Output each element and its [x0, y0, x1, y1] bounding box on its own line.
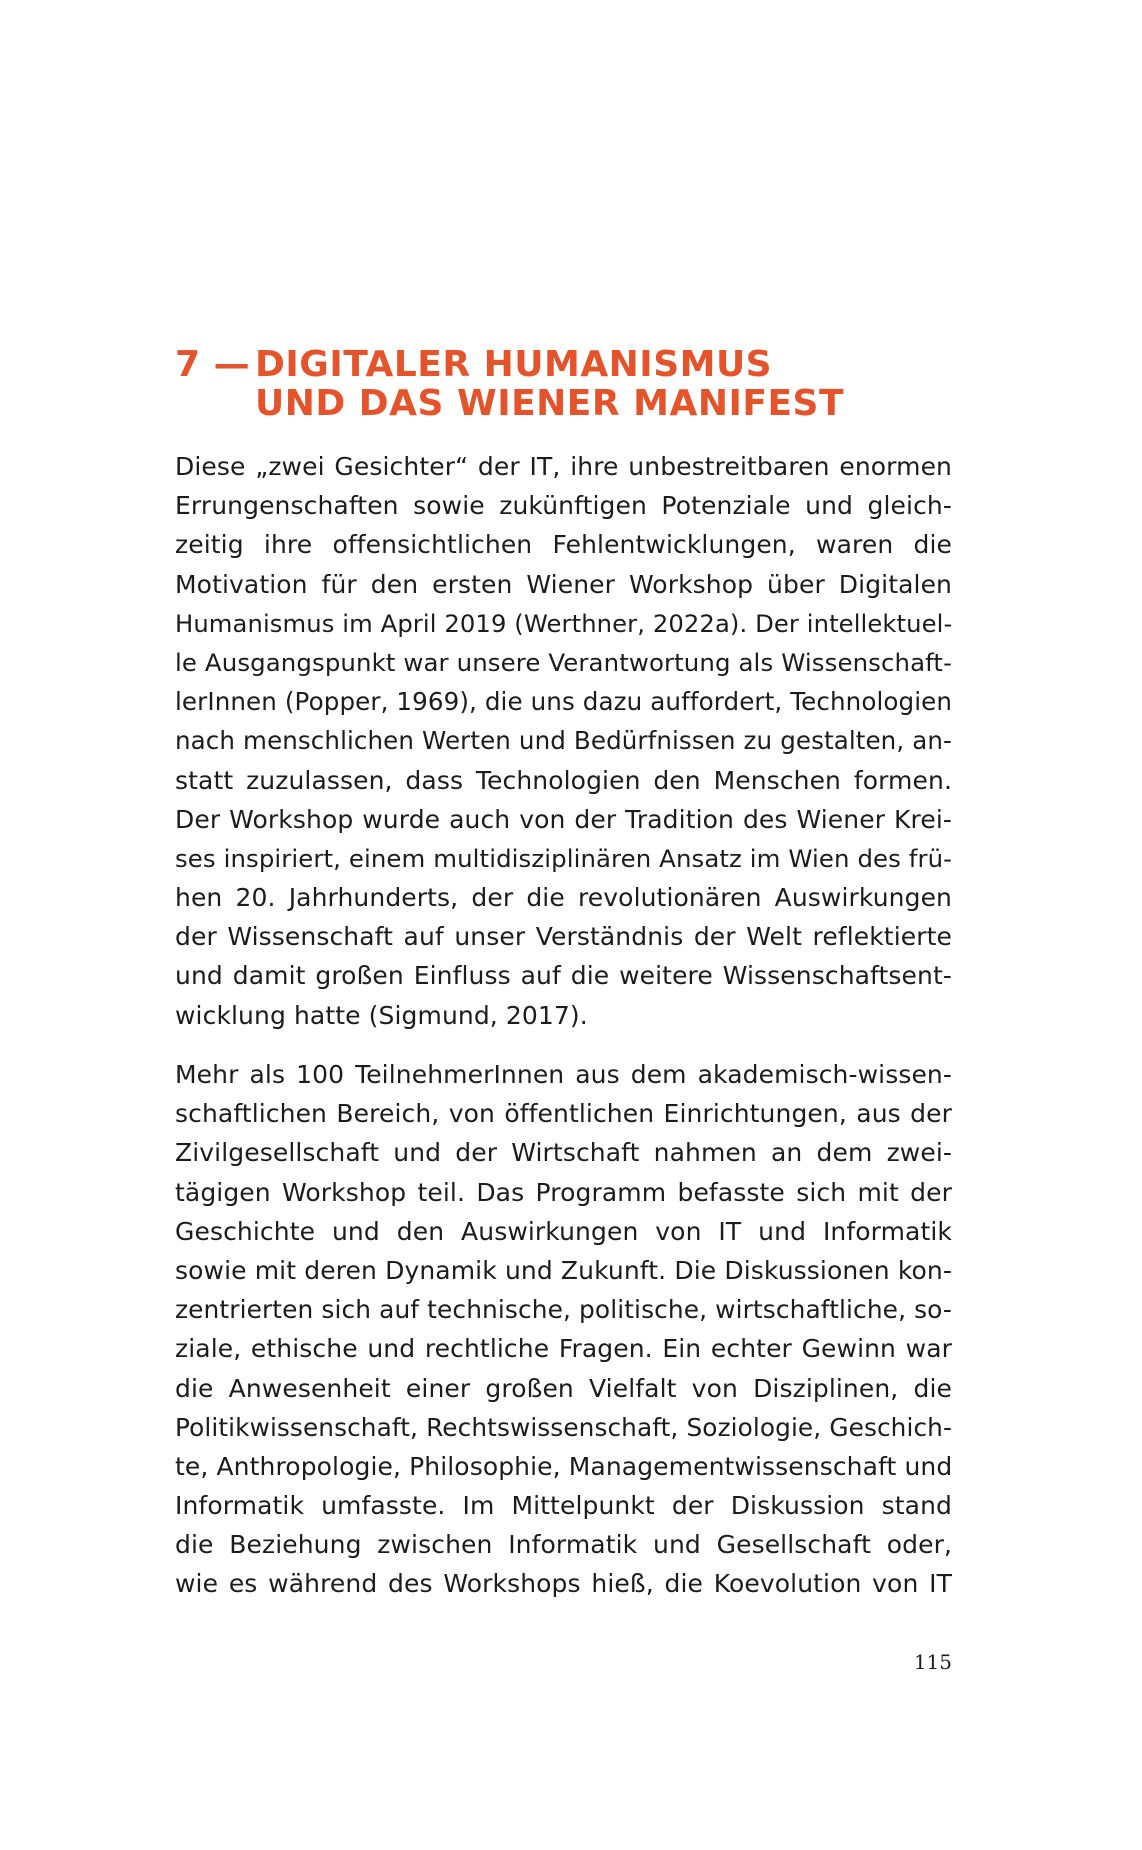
page-number: 115 [913, 1650, 952, 1674]
text-line: die Beziehung zwischen Informatik und Gesellschaft oder, [175, 1530, 952, 1560]
text-line: schaftlichen Bereich, von öffentlichen Einrichtungen, aus der [175, 1099, 952, 1129]
text-line: tägigen Workshop teil. Das Programm befasste sich mit der [175, 1177, 952, 1207]
text-line: Politikwissenschaft, Rechtswissenschaft, Soziologie, Geschich- [175, 1412, 952, 1442]
text-line: ses inspiriert, einem multidisziplinären Ansatz im Wien des frü- [175, 843, 953, 873]
text-line: te, Anthropologie, Philosophie, Managementwissenschaft und [175, 1451, 953, 1481]
text-line: die Anwesenheit einer großen Vielfalt von Disziplinen, die [175, 1373, 952, 1403]
text-line: nach menschlichen Werten und Bedürfnissen zu gestalten, an- [175, 726, 952, 756]
text-line: Mehr als 100 TeilnehmerInnen aus dem akademisch-wissen- [175, 1060, 952, 1089]
text-line: Zivilgesellschaft und der Wirtschaft nahmen an dem zwei- [175, 1138, 952, 1168]
text-line: Diese „zwei Gesichter“ der IT, ihre unbestreitbaren enormen [175, 452, 952, 481]
text-line: ziale, ethische und rechtliche Fragen. Ein echter Gewinn war [175, 1334, 952, 1364]
chapter-title-line-2: UND DAS WIENER MANIFEST [255, 383, 845, 424]
body-paragraph-1 [175, 447, 952, 1035]
text-line: zentrierten sich auf technische, politische, wirtschaftliche, so- [175, 1295, 952, 1325]
text-line: Geschichte und den Auswirkungen von IT und Informatik [175, 1216, 952, 1246]
text-line: Motivation für den ersten Wiener Workshop über Digitalen [175, 569, 952, 599]
chapter-heading [175, 345, 955, 423]
text-line: statt zuzulassen, dass Technologien den Menschen formen. [175, 765, 952, 795]
text-line: und damit großen Einfluss auf die weitere Wissenschaftsent- [175, 961, 952, 991]
text-line: Informatik umfasste. Im Mittelpunkt der Diskussion stand [175, 1491, 952, 1521]
chapter-number: 7 — [175, 344, 251, 385]
chapter-title-line-1: DIGITALER HUMANISMUS [255, 344, 773, 385]
text-line: le Ausgangspunkt war unsere Verantwortung als Wissenschaft- [175, 647, 952, 677]
text-line: der Wissenschaft auf unser Verständnis der Welt reflektierte [175, 922, 952, 952]
text-line: hen 20. Jahrhunderts, der die revolutionären Auswirkungen [175, 883, 952, 913]
text-line: Errungenschaften sowie zukünftigen Potenziale und gleich- [175, 491, 952, 521]
text-line: Humanismus im April 2019 (Werthner, 2022a). Der intellektuel- [175, 608, 953, 638]
text-line: Der Workshop wurde auch von der Tradition des Wiener Krei- [175, 804, 952, 834]
text-line: sowie mit deren Dynamik und Zukunft. Die Diskussionen kon- [175, 1255, 952, 1285]
text-line: wie es während des Workshops hieß, die Koevolution von IT [175, 1569, 952, 1599]
text-line: wicklung hatte (Sigmund, 2017). [175, 1000, 588, 1030]
text-line: zeitig ihre offensichtlichen Fehlentwicklungen, waren die [175, 530, 952, 560]
body-paragraph-2 [175, 1055, 952, 1604]
text-line: lerInnen (Popper, 1969), die uns dazu auffordert, Technologien [175, 687, 953, 717]
